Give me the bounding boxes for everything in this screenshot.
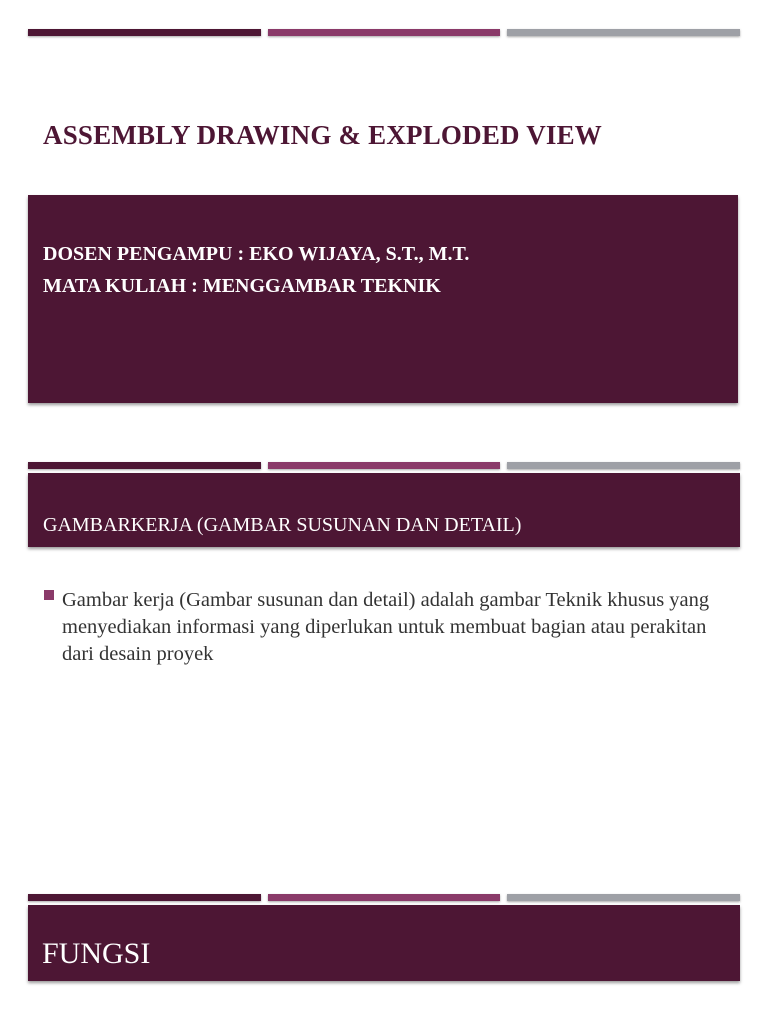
top-stripe-dark (28, 894, 261, 901)
lecturer-line: DOSEN PENGAMPU : EKO WIJAYA, S.T., M.T. (43, 243, 470, 265)
slide-title: ASSEMBLY DRAWING & EXPLODED VIEW (43, 120, 603, 150)
section-heading-panel (28, 473, 740, 547)
top-stripe-grey (507, 462, 740, 469)
section-heading: GAMBARKERJA (GAMBAR SUSUNAN DAN DETAIL) (43, 514, 522, 536)
top-stripe-mid (268, 894, 500, 901)
subtitle-panel (28, 195, 738, 403)
bullet-item: Gambar kerja (Gambar susunan dan detail) adalah gambar Teknik khusus yang menyediakan informasi yang diperlukan untuk membuat bagian atau perakitan dari desain proyek (62, 589, 710, 665)
top-stripe-dark (28, 462, 261, 469)
top-stripe-dark (28, 29, 261, 36)
section-heading-panel (28, 905, 740, 981)
course-line: MATA KULIAH : MENGGAMBAR TEKNIK (43, 275, 441, 297)
square-bullet-icon (44, 590, 54, 600)
bullet-list (44, 587, 734, 668)
top-stripe-grey (507, 894, 740, 901)
top-stripe-mid (268, 29, 500, 36)
top-stripe-grey (507, 29, 740, 36)
section-heading: FUNGSI (42, 937, 151, 970)
top-stripe-mid (268, 462, 500, 469)
